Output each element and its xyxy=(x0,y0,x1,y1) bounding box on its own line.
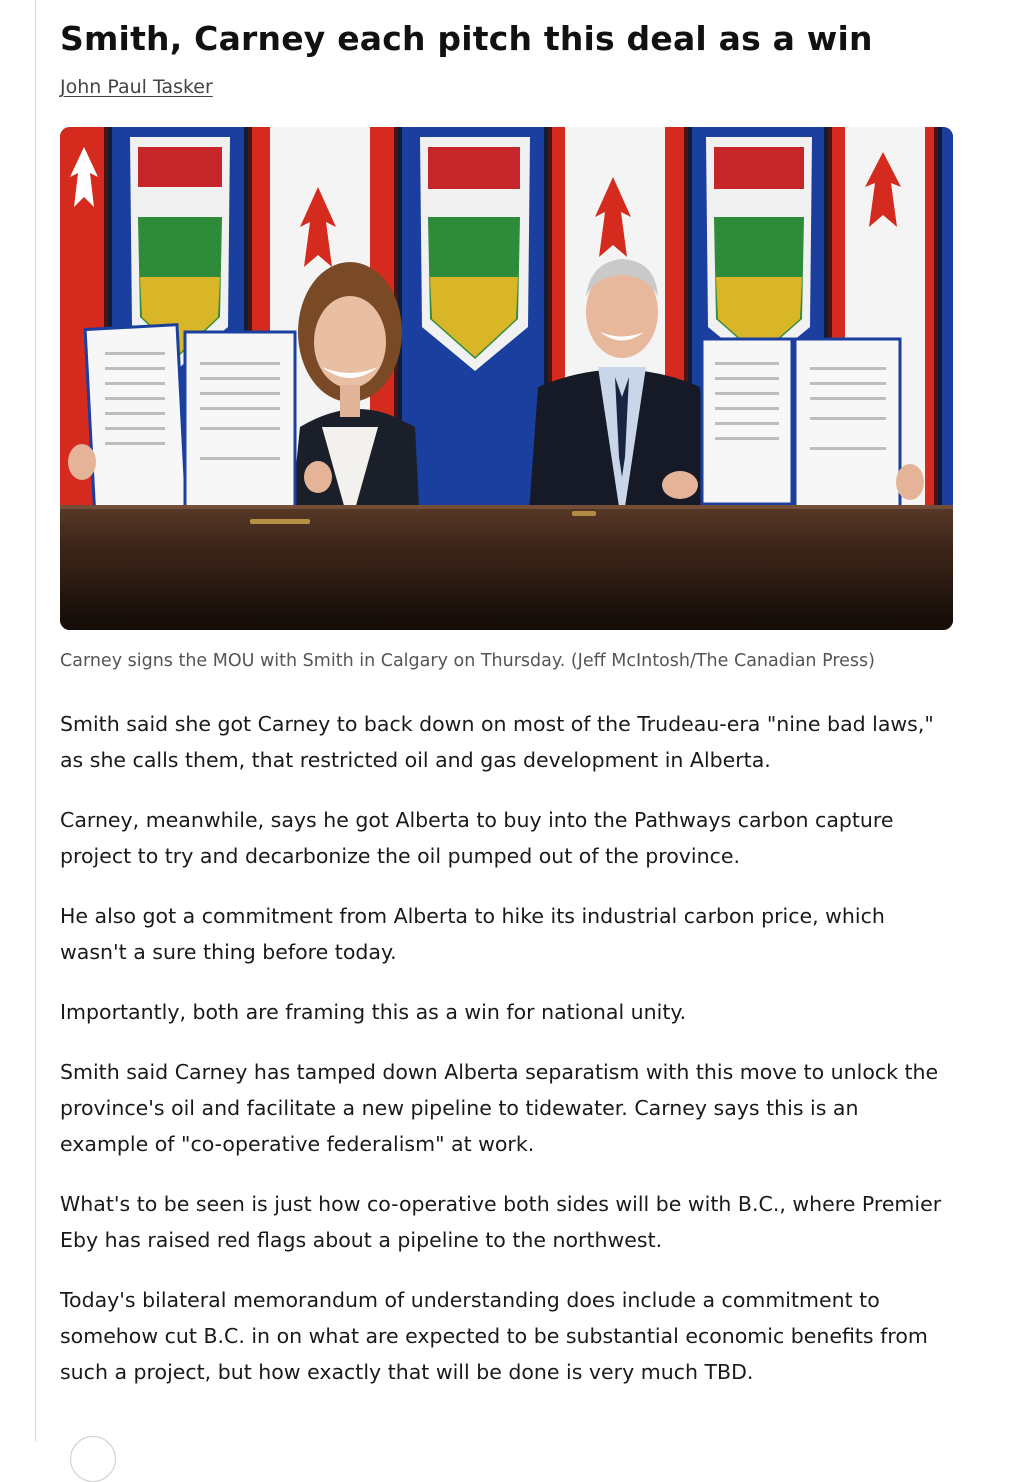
live-blog-timeline-rail xyxy=(35,0,36,1441)
entry-headline: Smith, Carney each pitch this deal as a win xyxy=(60,19,873,58)
paragraph-5: Smith said Carney has tamped down Alberta separatism with this move to unlock the province's oil and facilitate a new pipeline to tidewater. Carney says this is an example of "co-operative federalism" at work. xyxy=(60,1060,939,1156)
next-entry-avatar xyxy=(70,1436,116,1482)
photo-figure xyxy=(60,127,953,677)
paragraph-6: What's to be seen is just how co-operative both sides will be with B.C., where Premier Eby has raised red flags about a pipeline to the northwest. xyxy=(60,1192,942,1252)
photo-illustration xyxy=(60,127,953,630)
article-body xyxy=(60,706,953,1390)
byline xyxy=(60,74,953,100)
article-photo[interactable] xyxy=(60,127,953,630)
document-right xyxy=(662,339,924,507)
paragraph-3: He also got a commitment from Alberta to hike its industrial carbon price, which wasn't a sure thing before today. xyxy=(60,904,885,964)
photo-caption: Carney signs the MOU with Smith in Calgary on Thursday. (Jeff McIntosh/The Canadian Press) xyxy=(60,651,875,671)
paragraph-1: Smith said she got Carney to back down on most of the Trudeau-era "nine bad laws," as she calls them, that restricted oil and gas development in Alberta. xyxy=(60,712,934,772)
paragraph-4: Importantly, both are framing this as a win for national unity. xyxy=(60,1000,687,1024)
paragraph-7: Today's bilateral memorandum of understanding does include a commitment to somehow cut B.C. in on what are expected to be substantial economic benefits from such a project, but how exactly that will be done is very much TBD. xyxy=(60,1288,928,1384)
author-link[interactable]: John Paul Tasker xyxy=(60,76,213,98)
document-left xyxy=(68,325,332,520)
live-blog-entry xyxy=(60,0,953,1390)
paragraph-2: Carney, meanwhile, says he got Alberta to buy into the Pathways carbon capture project to try and decarbonize the oil pumped out of the province. xyxy=(60,808,894,868)
